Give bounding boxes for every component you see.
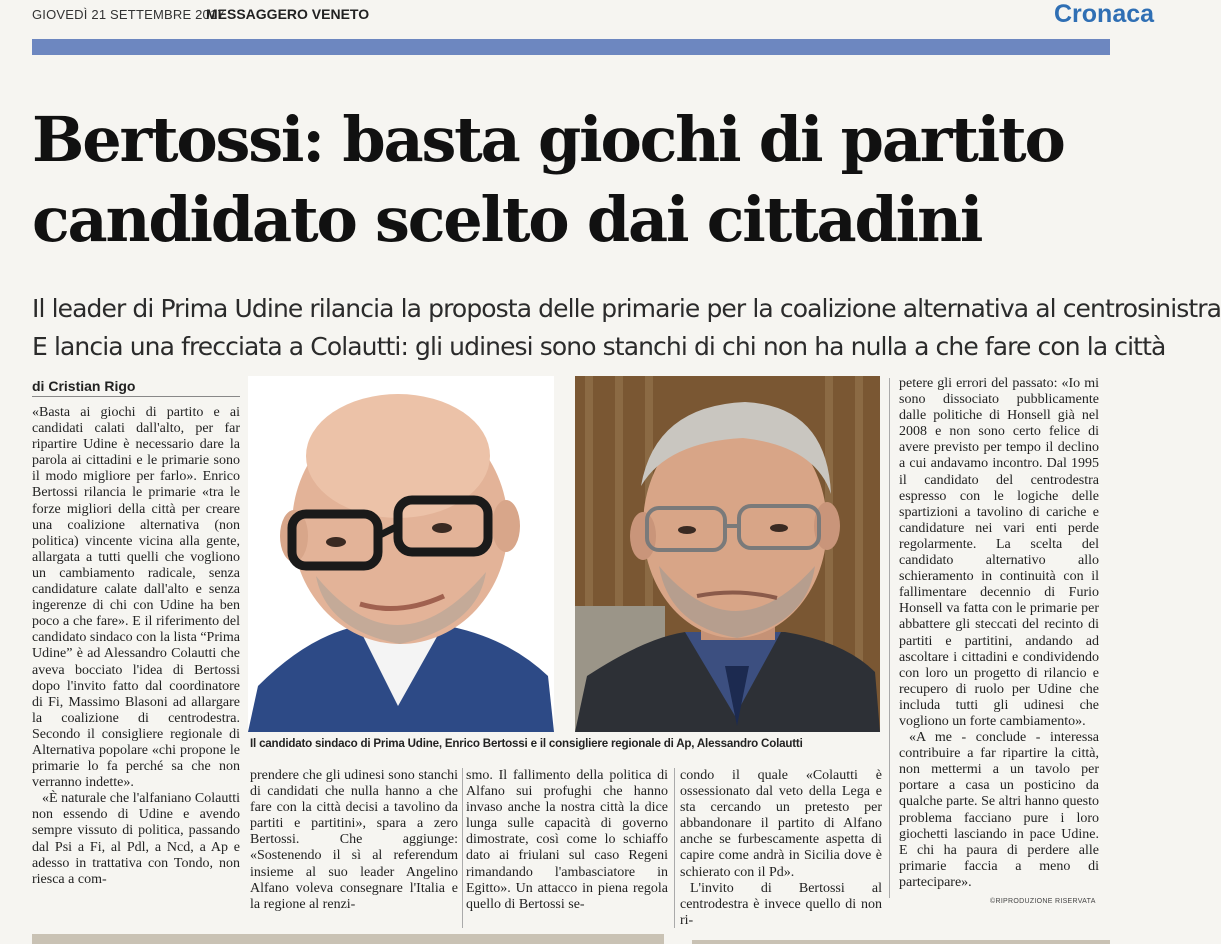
article-column-5 — [899, 376, 1099, 891]
headline — [32, 100, 1110, 260]
column-divider — [462, 768, 463, 928]
paragraph: petere gli errori del passato: «Io mi sono dissociato pubblicamente dalle politiche di Honsell già nel 2008 e non sono certo felice di avere previsto per tempo il declino a cui andavamo incontro. Dal 1995 il candidato del centrodestra espresso con le logiche delle spartizioni a tavolino di cariche e candidature nei vari enti perde regolarmente. La scelta del candidato alternativo allo schieramento in continuità con il fallimentare decennio di Furio Honsell va fatta con le primarie per abbattere gli steccati del recinto di partiti e partitini, andando ad ascoltare i cittadini e condividendo con loro un progetto di rilancio e recupero di ruolo per Udine che includa tutti gli udinesi che vogliono un forte cambiamento». — [899, 376, 1099, 729]
column-divider — [889, 378, 890, 898]
bottom-strip-right — [692, 940, 1110, 944]
paragraph: «Basta ai giochi di partito e ai candidati calati dall'alto, per far ripartire Udine è necessario dare la parola ai cittadini e le primarie sono il modo migliore per farlo». Enrico Bertossi rilancia le primarie «tra le forze migliori della città per creare una coalizione alternativa (non politica) vincente vicina alla gente, allargata a tutti quelli che vogliono un cambiamento radicale, senza candidature calate dall'alto e senza ingerenze di chi con Udine ha ben poco a che fare». E il riferimento del candidato sindaco con la lista “Prima Udine” è ad Alessandro Colautti che aveva bocciato l'idea di Bertossi dopo l'invito fatto dal coordinatore di Fi, Massimo Blasoni ad allargare la coalizione di centrodestra. Secondo il consigliere regionale di Alternativa popolare «chi propone le primarie lo fa perché sa che non verranno indette». — [32, 405, 240, 791]
bertossi-portrait-image — [248, 376, 554, 732]
paragraph: «A me - conclude - interessa contribuire a far ripartire la città, non mettermi a un tavolo per portare a casa un posticino da qualche parte. Se altri hanno questo problema facciano pure i loro giochetti lasciando in pace Udine. E chi ha paura di perdere alle primarie faccia a meno di partecipare». — [899, 730, 1099, 890]
issue-date: GIOVEDÌ 21 SETTEMBRE 2017 — [32, 7, 225, 22]
byline-divider — [32, 396, 240, 397]
paragraph: prendere che gli udinesi sono stanchi di candidati che nulla hanno a che fare con la città decisi a tavolino da partiti e partitini», spara a zero Bertossi. Che aggiunge: «Sostenendo il sì al referendum insieme al suo leader Angelino Alfano voleva consegnare l'Italia e la regione al renzi- — [250, 768, 458, 912]
portrait-colautti-photo — [575, 376, 880, 732]
article-column-4 — [680, 768, 882, 929]
section-name: Cronaca — [1054, 0, 1155, 28]
newspaper-name: MESSAGGERO VENETO — [206, 6, 370, 22]
colautti-portrait-image — [575, 376, 880, 732]
masthead — [0, 0, 1155, 32]
headline-line-1: Bertossi: basta giochi di partito — [32, 103, 1064, 176]
article-column-3 — [466, 768, 668, 913]
top-color-bar — [32, 39, 1110, 55]
headline-line-2: candidato scelto dai cittadini — [32, 183, 982, 256]
photo-caption: Il candidato sindaco di Prima Udine, Enrico Bertossi e il consigliere regionale di Ap, Alessandro Colautti — [250, 737, 803, 750]
article-column-1 — [32, 405, 240, 888]
paragraph: condo il quale «Colautti è ossessionato dal veto della Lega e sta cercando un pretesto per abbandonare il partito di Alfano anche se furbescamente aspetta di capire come andrà in Sicilia dove è schierato con il Pd». — [680, 768, 882, 880]
bottom-strip — [32, 934, 664, 944]
subhead-line-2: E lancia una frecciata a Colautti: gli udinesi sono stanchi di chi non ha nulla a che fare con la città — [32, 332, 1166, 361]
portrait-bertossi-photo — [248, 376, 554, 732]
article-column-2 — [250, 768, 458, 913]
copyright-note: ©RIPRODUZIONE RISERVATA — [990, 898, 1096, 905]
subheadline — [32, 290, 1221, 366]
subhead-line-1: Il leader di Prima Udine rilancia la proposta delle primarie per la coalizione alternativa al centrosinistra — [32, 294, 1221, 323]
paragraph: L'invito di Bertossi al centrodestra è invece quello di non ri- — [680, 880, 882, 928]
paragraph: smo. Il fallimento della politica di Alfano sui profughi che hanno invaso anche la nostra città la dice lunga sulle capacità di governo dimostrate, così come lo schiaffo dato ai friulani sul caso Regeni rimandando l'ambasciatore in Egitto». Un attacco in piena regola quello di Bertossi se- — [466, 768, 668, 912]
byline: di Cristian Rigo — [32, 378, 136, 394]
paragraph: «È naturale che l'alfaniano Colautti non essendo di Udine e avendo sempre vissuto di politica, passando dal Psi a Fi, al Pdl, a Ncd, a Ap e adesso in trattativa con Tondo, non riesca a com- — [32, 791, 240, 887]
column-divider — [674, 768, 675, 928]
